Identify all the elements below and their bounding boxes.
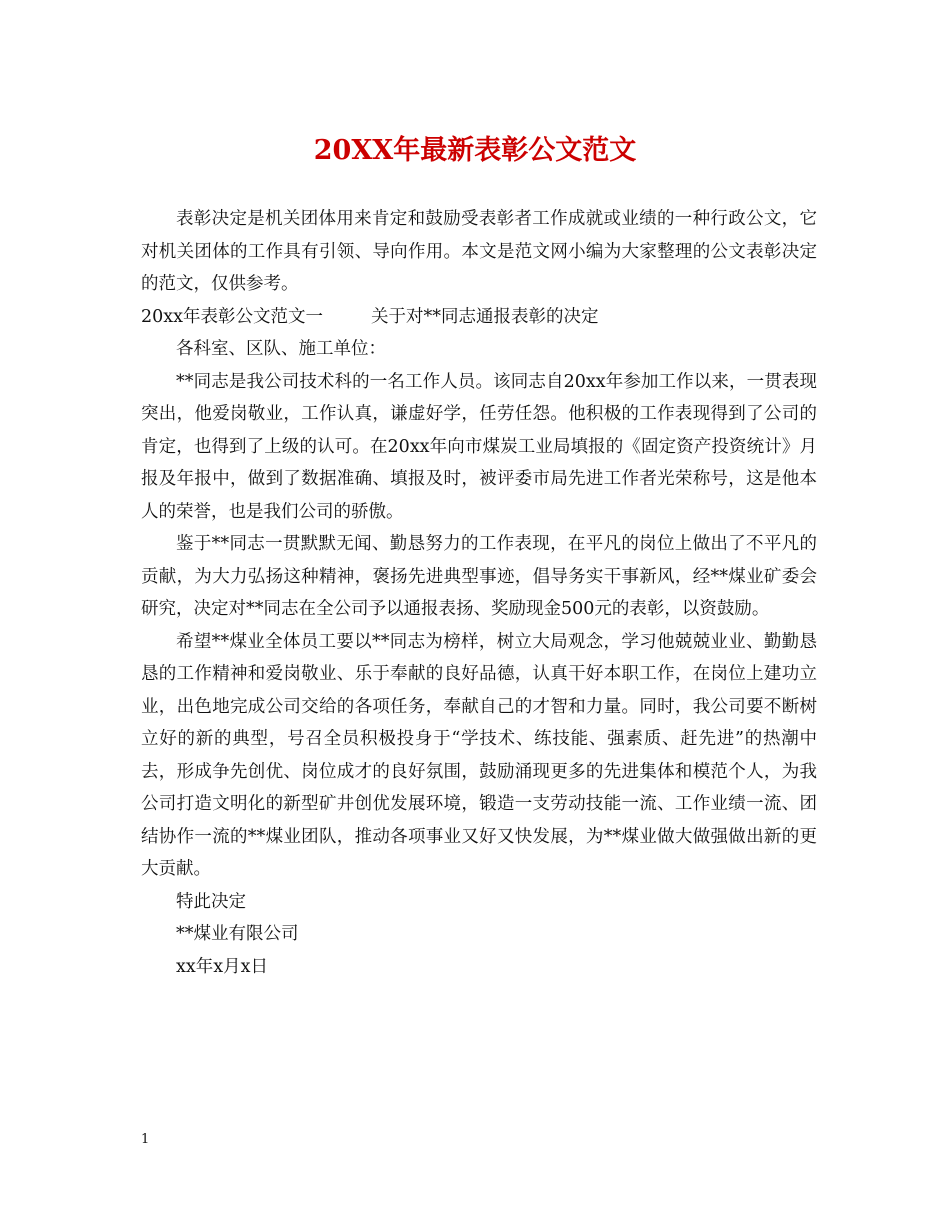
document-title: 20XX年最新表彰公文范文	[313, 135, 637, 166]
salutation: 各科室、区队、施工单位：	[176, 339, 386, 359]
section-title: 关于对**同志通报表彰的决定	[371, 306, 599, 327]
signature-date: xx年x月x日	[176, 956, 268, 977]
body-paragraph-3: 希望**煤业全体员工要以**同志为榜样，树立大局观念，学习他兢兢业业、勤勤恳恳的工作精神和爱岗敬业、乐于奉献的良好品德，认真干好本职工作，在岗位上建功立业，出色地完成公司交给的各项任务，奉献自己的才智和力量。同时，我公司要不断树立好的新的典型，号召全员积极投身于“学技术、练技能、强素质、赶先进”的热潮中去，形成争先创优、岗位成才的良好氛围，鼓励涌现更多的先进集体和模范个人，为我公司打造文明化的新型矿井创优发展环境，锻造一支劳动技能一流、工作业绩一流、团结协作一流的**煤业团队，推动各项事业又好又快发展，为**煤业做大做强做出新的更大贡献。	[141, 631, 817, 879]
section-heading	[141, 301, 817, 334]
document-body	[141, 203, 817, 983]
intro-paragraph: 表彰决定是机关团体用来肯定和鼓励受表彰者工作成就或业绩的一种行政公文，它对机关团体的工作具有引领、导向作用。本文是范文网小编为大家整理的公文表彰决定的范文，仅供参考。	[141, 209, 817, 294]
page-number: 1	[141, 1132, 150, 1147]
body-paragraph-2: 鉴于**同志一贯默默无闻、勤恳努力的工作表现，在平凡的岗位上做出了不平凡的贡献，为大力弘扬这种精神，褒扬先进典型事迹，倡导务实干事新风，经**煤业矿委会研究，决定对**同志在全公司予以通报表扬、奖励现金500元的表彰，以资鼓励。	[141, 534, 817, 619]
signature-company: **煤业有限公司	[176, 924, 299, 944]
section-label: 20xx年表彰公文范文一	[141, 306, 324, 327]
closing-line: 特此决定	[176, 891, 246, 912]
body-paragraph-1: **同志是我公司技术科的一名工作人员。该同志自20xx年参加工作以来，一贯表现突出，他爱岗敬业，工作认真，谦虚好学，任劳任怨。他积极的工作表现得到了公司的肯定，也得到了上级的认可。在20xx年向市煤炭工业局填报的《固定资产投资统计》月报及年报中，做到了数据准确、填报及时，被评委市局先进工作者光荣称号，这是他本人的荣誉，也是我们公司的骄傲。	[141, 371, 817, 522]
